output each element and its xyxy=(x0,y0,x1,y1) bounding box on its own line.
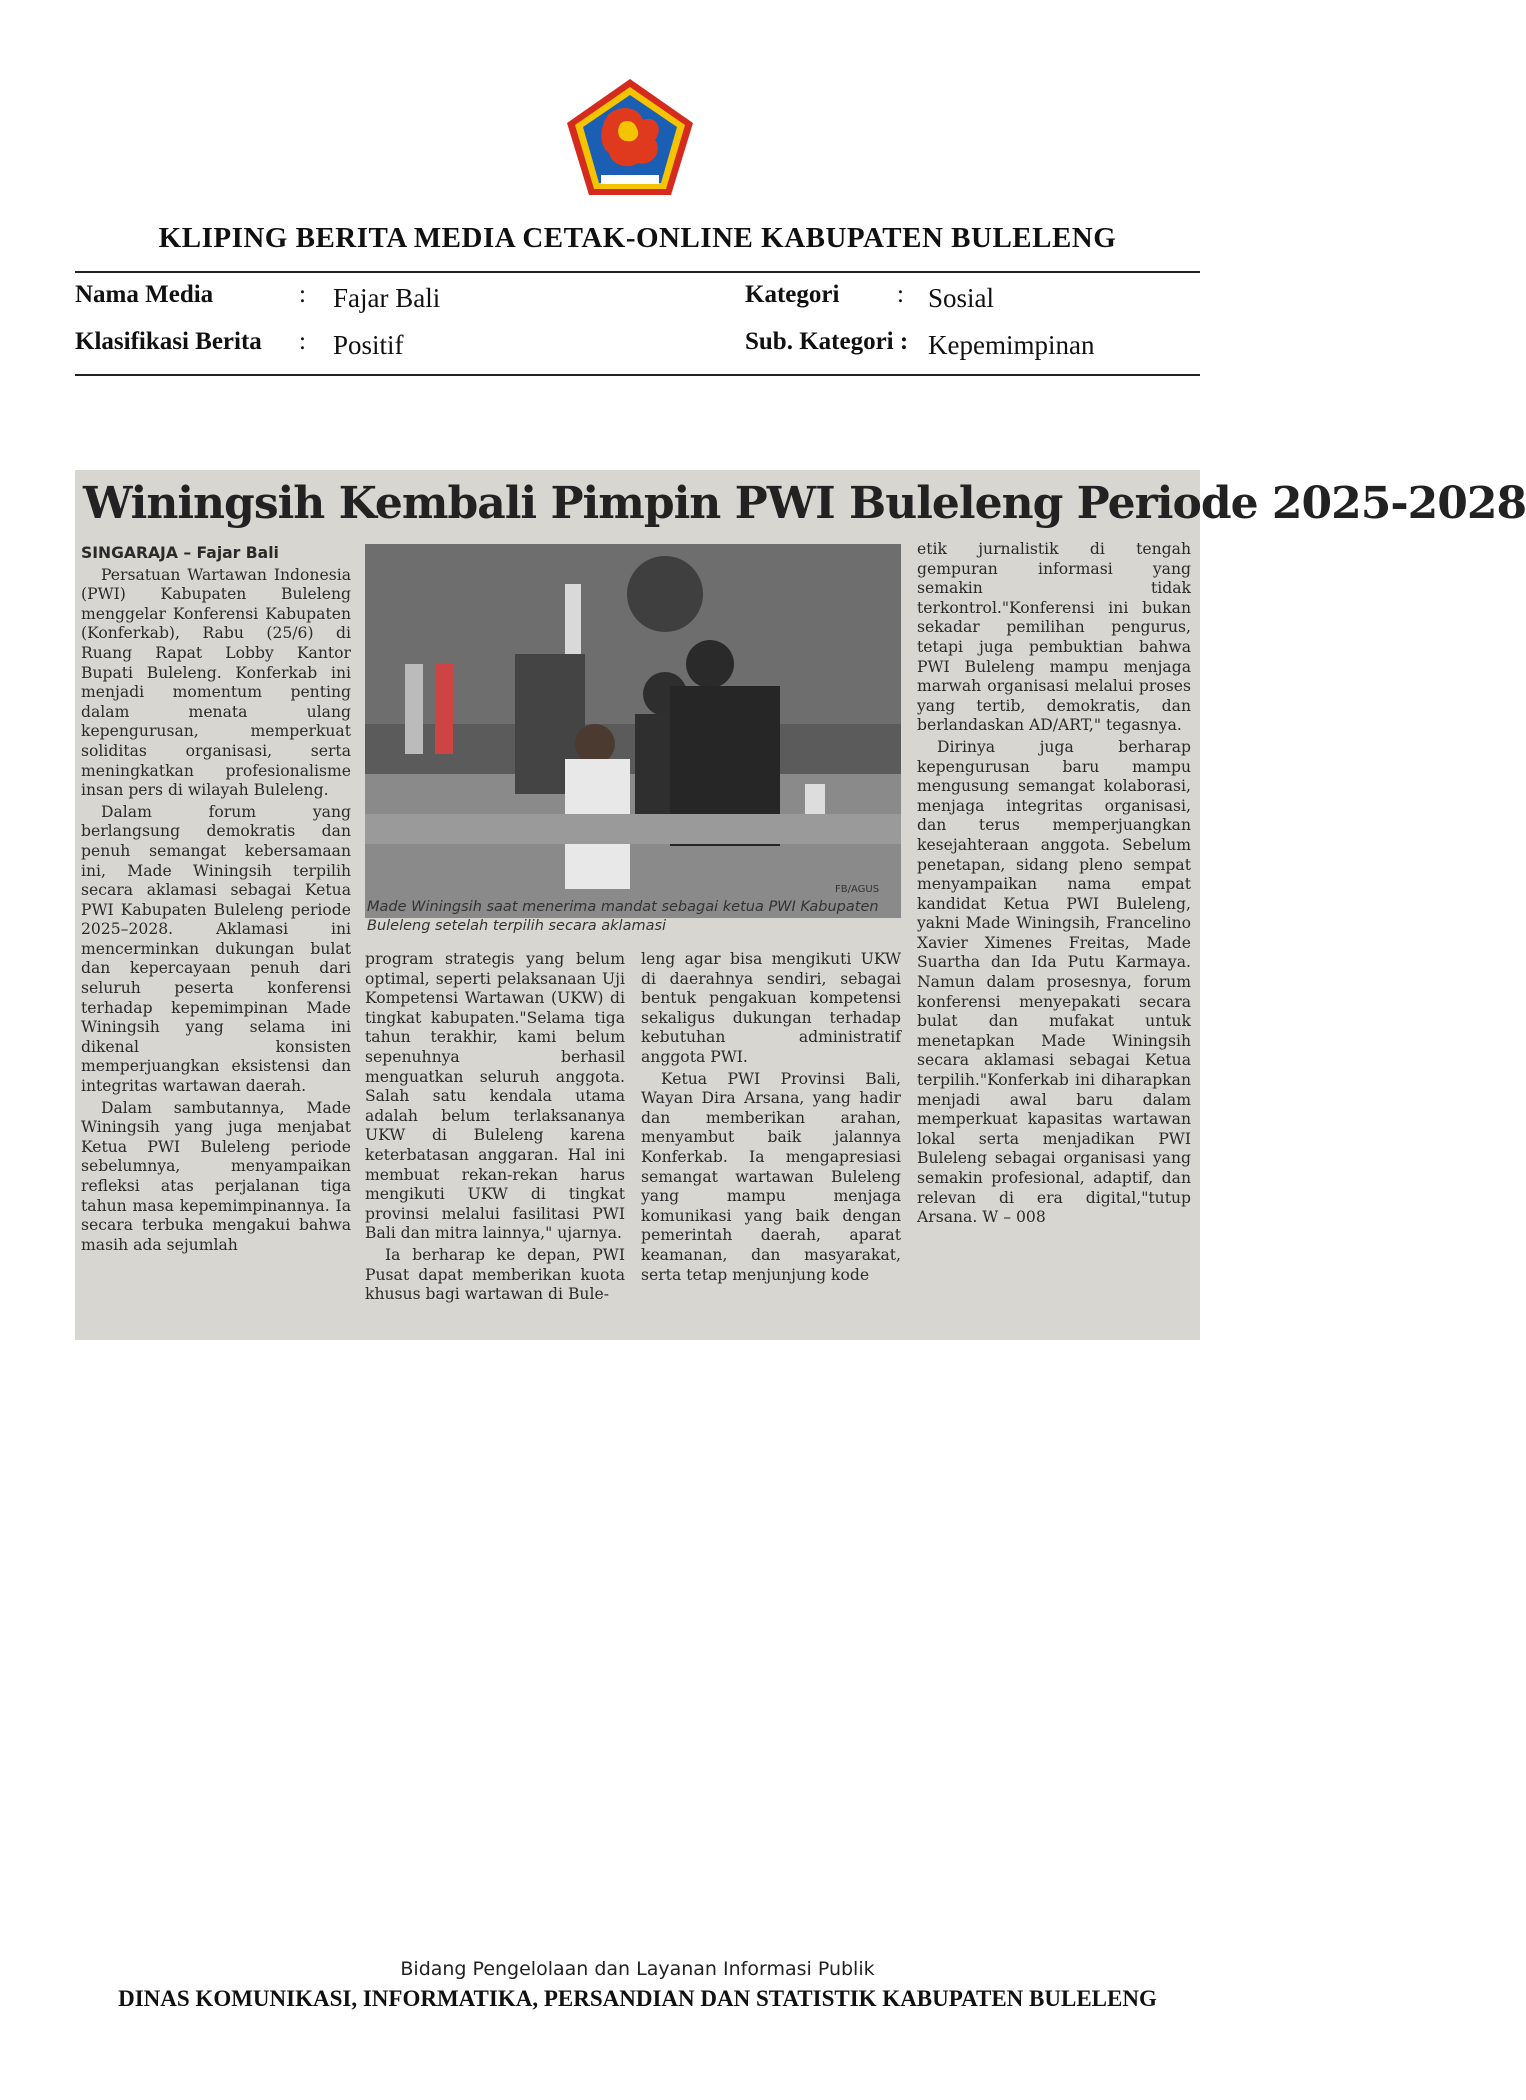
paragraph: Dirinya juga berharap kepengurusan baru mampu mengusung semangat kolaborasi, menjaga integritas organisasi, dan terus memperjuangkan kesejahteraan anggota. Sebelum penetapan, sidang pleno sempat menyampaikan nama empat kandidat Ketua PWI Buleleng, yakni Made Winingsih, Francelino Xavier Ximenes Freitas, Made Suartha dan Ida Putu Karmaya. Namun dalam prosesnya, forum konferensi menyepakati secara bulat dan mufakat untuk menetapkan Made Winingsih secara aklamasi sebagai Ketua terpilih."Konferkab ini diharapkan menjadi awal baru dalam memperkuat kapasitas wartawan lokal serta menjadikan PWI Buleleng sebagai organisasi yang semakin profesional, adaptif, dan relevan di era digital,"tutup Arsana. W – 008 xyxy=(917,737,1191,1227)
article-byline: SINGARAJA – Fajar Bali xyxy=(81,544,279,562)
article-column-4 xyxy=(917,540,1191,1230)
paragraph: leng agar bisa mengikuti UKW di daerahnya sendiri, sebagai bentuk pengakuan kompetensi sekaligus dukungan terhadap kebutuhan administratif anggota PWI. xyxy=(641,950,901,1066)
media-label: Nama Media xyxy=(75,281,214,308)
buleleng-emblem-logo xyxy=(563,75,697,199)
paragraph: Persatuan Wartawan Indonesia (PWI) Kabupaten Buleleng menggelar Konferensi Kabupaten (Konferkab), Rabu (25/6) di Ruang Rapat Lobby Kantor Bupati Buleleng. Konferkab ini menjadi momentum penting dalam menata ulang kepengurusan, memperkuat soliditas organisasi, serta meningkatkan profesionalisme insan pers di wilayah Buleleng. xyxy=(81,565,351,800)
paragraph: Dalam sambutannya, Made Winingsih yang juga menjabat Ketua PWI Buleleng periode sebelumnya, menyampaikan refleksi atas perjalanan tiga tahun masa kepemimpinannya. Ia secara terbuka mengakui bahwa masih ada sejumlah xyxy=(81,1098,351,1254)
paragraph: Ia berharap ke depan, PWI Pusat dapat memberikan kuota khusus bagi wartawan di Bule- xyxy=(365,1245,625,1304)
photo-credit: FB/AGUS xyxy=(835,884,880,895)
klasifikasi-colon: : xyxy=(299,328,306,355)
media-colon: : xyxy=(299,281,306,308)
paragraph: program strategis yang belum optimal, seperti pelaksanaan Uji Kompetensi Wartawan (UKW) di tingkat kabupaten."Selama tiga tahun terakhir, kami belum sepenuhnya berhasil menguatkan seluruh anggota. Salah satu kendala utama adalah belum terlaksananya UKW di Buleleng karena keterbatasan anggaran. Hal ini membuat rekan-rekan harus mengikuti UKW di tingkat provinsi melalui fasilitasi PWI Bali dan mitra lainnya," ujarnya. xyxy=(365,950,625,1243)
article-column-2 xyxy=(365,950,625,1307)
footer-agency: DINAS KOMUNIKASI, INFORMATIKA, PERSANDIAN DAN STATISTIK KABUPATEN BULELENG xyxy=(118,1986,1157,2011)
kategori-label: Kategori xyxy=(745,281,840,308)
meta-divider xyxy=(75,374,1200,376)
subkategori-value: Kepemimpinan xyxy=(928,330,1095,360)
media-value: Fajar Bali xyxy=(333,283,441,313)
newspaper-clipping xyxy=(75,470,1526,1340)
document-title: KLIPING BERITA MEDIA CETAK-ONLINE KABUPATEN BULELENG xyxy=(158,222,1117,254)
subkategori-label: Sub. Kategori : xyxy=(745,328,909,355)
article-photo xyxy=(365,544,901,918)
paragraph: Dalam forum yang berlangsung demokratis dan penuh semangat kebersamaan ini, Made Winingsih terpilih secara aklamasi sebagai Ketua PWI Kabupaten Buleleng periode 2025–2028. Aklamasi ini mencerminkan dukungan bulat dan kepercayaan penuh dari seluruh peserta konferensi terhadap kepemimpinan Made Winingsih yang selama ini dikenal konsisten memperjuangkan eksistensi dan integritas wartawan daerah. xyxy=(81,802,351,1096)
article-column-1 xyxy=(81,544,351,1257)
paragraph: etik jurnalistik di tengah gempuran informasi yang semakin tidak terkontrol."Konferensi ini bukan sekadar pemilihan pengurus, tetapi juga pembuktian bahwa PWI Buleleng mampu menjaga marwah organisasi melalui proses yang tertib, demokratis, dan berlandaskan AD/ART," tegasnya. xyxy=(917,540,1191,735)
article-headline: Winingsih Kembali Pimpin PWI Buleleng Periode 2025-2028 xyxy=(83,478,1526,529)
paragraph: Ketua PWI Provinsi Bali, Wayan Dira Arsana, yang hadir dan memberikan arahan, menyambut baik jalannya Konferkab. Ia mengapresiasi semangat wartawan Buleleng yang mampu menjaga komunikasi yang baik dengan pemerintah daerah, aparat keamanan, dan masyarakat, serta tetap menjunjung kode xyxy=(641,1069,901,1284)
klasifikasi-label: Klasifikasi Berita xyxy=(75,328,262,355)
klasifikasi-value: Positif xyxy=(333,330,404,360)
kategori-value: Sosial xyxy=(928,283,995,313)
kategori-colon: : xyxy=(897,281,904,308)
footer-division: Bidang Pengelolaan dan Layanan Informasi Publik xyxy=(400,1958,875,1980)
article-column-3 xyxy=(641,950,901,1287)
photo-caption: Made Winingsih saat menerima mandat sebagai ketua PWI Kabupaten Buleleng setelah terpilih secara aklamasi xyxy=(367,899,879,934)
top-divider xyxy=(75,271,1200,273)
